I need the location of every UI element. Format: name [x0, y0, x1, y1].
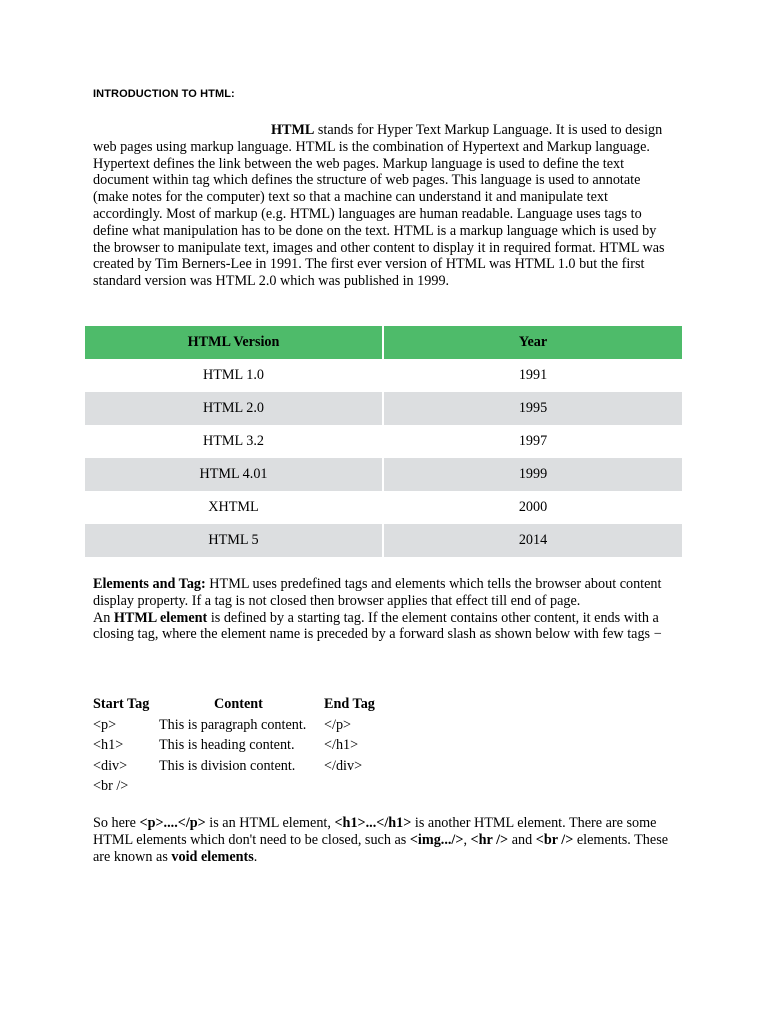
closing-text: is another HTML element. There are some HTML elements which don't need to be closed, such as: [93, 815, 657, 848]
start-tag-cell: <p>: [93, 716, 117, 733]
end-tag-cell: </h1>: [324, 737, 359, 753]
elements-text: HTML uses predefined tags and elements which tells the browser about content display property. If a tag is not closed then browser applies that effect till end of page.: [93, 576, 662, 609]
year-cell: 1991: [518, 367, 548, 383]
end-tag-cell: </p>: [324, 716, 352, 733]
content-cell: This is division content.: [159, 757, 296, 774]
content-cell: This is heading content.: [159, 737, 295, 753]
table-row: [85, 491, 682, 524]
closing-bold: <hr />: [470, 831, 509, 848]
year-cell: 2014: [383, 524, 682, 557]
html-element-text: is defined by a starting tag. If the element contains other content, it ends with a closing tag, where the element name is preceded by a forward slash as shown below with few tags −: [93, 609, 662, 643]
version-cell: HTML 3.2: [85, 425, 383, 458]
table-row: [85, 425, 682, 458]
header-html-version: HTML Version: [85, 326, 383, 359]
end-tag-cell: [324, 778, 375, 799]
table-row: [93, 778, 375, 799]
table-row: [93, 717, 375, 738]
table-row: [85, 524, 682, 557]
closing-text: and: [508, 831, 536, 848]
table-row: [85, 359, 682, 392]
html-element-bold: HTML element: [113, 609, 208, 626]
year-cell: 1999: [383, 458, 682, 491]
year-cell: 1995: [383, 392, 682, 425]
header-end-tag: End Tag: [324, 696, 375, 712]
closing-text: ,: [463, 831, 471, 848]
page-title: INTRODUCTION TO HTML:: [93, 88, 235, 100]
version-cell: HTML 4.01: [85, 458, 383, 491]
intro-bold-lead: HTML: [271, 122, 315, 138]
content-cell: [159, 778, 324, 799]
intro-paragraph: [93, 122, 668, 290]
elements-paragraph: [93, 576, 683, 610]
closing-text: So here: [93, 815, 140, 831]
elements-label: Elements and Tag:: [93, 576, 206, 592]
end-tag-cell: </div>: [324, 757, 363, 774]
closing-text: .: [253, 848, 258, 865]
header-start-tag: Start Tag: [93, 696, 150, 712]
elements-section: [93, 576, 683, 643]
tags-table: [93, 696, 375, 799]
closing-bold: <img.../>: [409, 831, 464, 848]
closing-paragraph: [93, 815, 683, 865]
header-year: Year: [383, 326, 682, 359]
closing-text: is an HTML element,: [205, 815, 335, 831]
version-cell: XHTML: [85, 491, 383, 524]
table-row: [85, 458, 682, 491]
closing-bold: <p>....</p>: [139, 815, 206, 831]
closing-bold: <h1>...</h1>: [334, 815, 412, 831]
void-elements-bold: void elements: [171, 848, 254, 865]
content-cell: This is paragraph content.: [159, 716, 307, 733]
header-content: Content: [214, 696, 263, 712]
start-tag-cell: <br />: [93, 778, 129, 794]
version-cell: HTML 2.0: [85, 392, 383, 425]
version-cell: HTML 1.0: [85, 359, 383, 392]
table-row: [93, 737, 375, 758]
year-cell: 1997: [518, 433, 548, 449]
html-element-paragraph: [93, 610, 683, 644]
html-versions-table: [85, 326, 682, 557]
html-element-prefix: An: [93, 609, 114, 626]
closing-text: elements. These are known as: [93, 831, 669, 865]
tags-header-row: [93, 696, 375, 717]
closing-bold: <br />: [535, 831, 574, 848]
intro-text: stands for Hyper Text Markup Language. It is used to design web pages using markup language. HTML is the combination of Hypertext and Markup language. Hypertext defines the link between the web pages. Markup language is used to define the text document within tag which defines the structure of web pages. This language is used to annotate (make notes for the computer) text so that a machine can understand it and manipulate text accordingly. Most of markup (e.g. HTML) languages are human readable. Language uses tags to define what manipulation has to be done on the text. HTML is a markup language which is used by the browser to manipulate text, images and other content to display it in required format. HTML was created by Tim Berners-Lee in 1991. The first ever version of HTML was HTML 1.0 but the first standard version was HTML 2.0 which was published in 1999.: [93, 122, 665, 290]
versions-header-row: [85, 326, 682, 359]
year-cell: 2000: [518, 499, 548, 515]
start-tag-cell: <div>: [93, 757, 128, 774]
table-row: [85, 392, 682, 425]
table-row: [93, 758, 375, 779]
version-cell: HTML 5: [85, 524, 383, 557]
start-tag-cell: <h1>: [93, 737, 124, 753]
